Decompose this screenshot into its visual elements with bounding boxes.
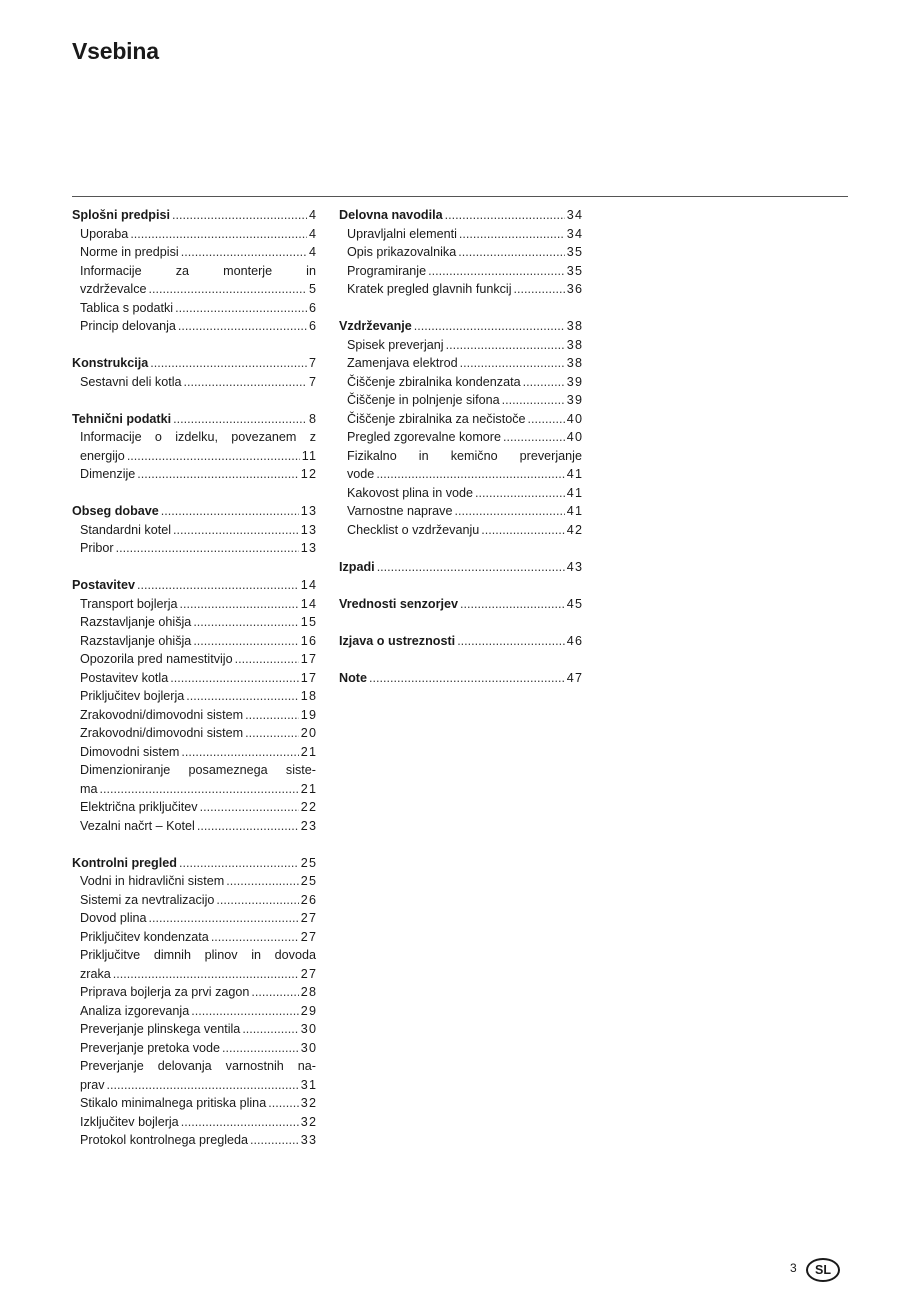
toc-entry-label: Transport bojlerja <box>80 596 178 611</box>
toc-section <box>339 632 582 651</box>
toc-section <box>339 558 582 577</box>
toc-entry-label-line1: Priključitve dimnih plinov in dovoda <box>80 948 316 962</box>
toc-entry[interactable] <box>80 780 316 799</box>
toc-entry-wrapped[interactable] <box>339 447 582 484</box>
toc-page-number: 25 <box>300 874 318 888</box>
toc-page-number: 4 <box>308 245 318 259</box>
toc-page-number: 23 <box>300 818 318 833</box>
toc-entry-label: Električna priključitev <box>80 800 198 814</box>
dot-leader <box>502 391 565 410</box>
toc-entry-label: Vezalni načrt – Kotel <box>80 818 195 833</box>
toc-page-number: 17 <box>300 670 318 685</box>
toc-page-number: 39 <box>566 393 584 407</box>
toc-entry-label: Kakovost plina in vode <box>347 485 474 500</box>
toc-entry[interactable] <box>339 391 582 410</box>
toc-page-number: 46 <box>566 633 584 648</box>
toc-section <box>339 669 582 688</box>
toc-page-number: 20 <box>300 726 318 740</box>
toc-entry-label: Priprava bojlerja za prvi zagon <box>80 985 250 999</box>
toc-entry-label-line1: Informacije o izdelku, povezanem z <box>80 430 316 444</box>
toc-entry-label: Tablica s podatki <box>80 300 174 315</box>
toc-entry-label: Varnostne naprave <box>347 504 453 518</box>
toc-entry-label: vode <box>347 467 375 481</box>
toc-page-number: 13 <box>300 522 318 537</box>
toc-page-number: 15 <box>300 615 318 629</box>
toc-page-number: 41 <box>566 485 584 500</box>
toc-entry[interactable] <box>339 410 582 429</box>
toc-entry-label: Vrednosti senzorjev <box>339 596 458 611</box>
toc-entry-label-line1: Fizikalno in kemično preverjanje <box>347 448 582 463</box>
toc-page-number: 29 <box>300 1003 318 1018</box>
dot-leader <box>170 669 299 688</box>
toc-page-number: 8 <box>308 411 318 426</box>
toc-section-heading[interactable] <box>72 576 316 595</box>
toc-page-number: 47 <box>566 670 584 685</box>
dot-leader <box>457 632 565 651</box>
toc-page-number: 21 <box>300 744 318 759</box>
toc-entry-label: Opozorila pred namestitvijo <box>80 652 233 666</box>
toc-entry-label: Standardni kotel <box>80 522 172 537</box>
dot-leader <box>376 465 564 484</box>
toc-entry-label: Princip delovanja <box>80 319 176 333</box>
dot-leader <box>107 1076 299 1095</box>
toc-entry-wrapped[interactable] <box>72 428 316 465</box>
toc-entry[interactable] <box>339 521 582 540</box>
toc-entry[interactable] <box>72 465 316 484</box>
dot-leader <box>181 243 307 262</box>
toc-page-number: 19 <box>300 707 318 722</box>
toc-page-number: 36 <box>566 282 584 296</box>
toc-entry-label: Delovna navodila <box>339 208 443 222</box>
dot-leader <box>181 1113 299 1132</box>
toc-page-number: 12 <box>300 467 318 481</box>
dot-leader <box>173 521 299 540</box>
toc-entry[interactable] <box>72 928 316 947</box>
toc-entry[interactable] <box>339 428 582 447</box>
toc-entry[interactable] <box>72 613 316 632</box>
toc-page-number: 25 <box>300 855 318 870</box>
toc-section-heading[interactable] <box>72 502 316 521</box>
dot-leader <box>173 410 307 429</box>
dot-leader <box>455 502 565 521</box>
toc-entry[interactable] <box>339 502 582 521</box>
language-badge: SL <box>806 1258 840 1282</box>
toc-page-number: 13 <box>300 504 318 518</box>
toc-entry-label: Analiza izgorevanja <box>80 1003 190 1018</box>
toc-entry-label: Kratek pregled glavnih funkcij <box>347 282 512 296</box>
toc-entry-wrapped[interactable] <box>72 1057 316 1094</box>
toc-page-number: 17 <box>300 652 318 666</box>
toc-page-number: 38 <box>566 337 584 352</box>
toc-entry-label: Preverjanje plinskega ventila <box>80 1022 241 1036</box>
toc-entry-label: Splošni predpisi <box>72 208 170 222</box>
toc-entry[interactable] <box>339 243 582 262</box>
toc-page-number: 27 <box>300 966 318 981</box>
toc-entry-label: Sistemi za nevtralizacijo <box>80 892 215 907</box>
toc-entry-label: Note <box>339 670 367 685</box>
toc-entry[interactable] <box>72 872 316 891</box>
toc-page-number: 43 <box>566 559 584 574</box>
toc-entry-label: Izjava o ustreznosti <box>339 633 456 648</box>
toc-page-number: 5 <box>308 282 318 296</box>
toc-entry-label: Programiranje <box>347 263 427 278</box>
toc-entry-label: energijo <box>80 448 125 463</box>
dot-leader <box>250 1131 299 1150</box>
dot-leader <box>149 280 307 299</box>
toc-entry[interactable] <box>80 280 316 299</box>
toc-page-number: 27 <box>300 929 318 944</box>
toc-entry[interactable] <box>72 539 316 558</box>
dot-leader <box>193 632 298 651</box>
toc-section-heading[interactable] <box>339 632 582 651</box>
toc-entry-label: Obseg dobave <box>72 504 159 518</box>
dot-leader <box>216 891 298 910</box>
toc-page-number: 14 <box>300 578 318 592</box>
dot-leader <box>100 780 299 799</box>
toc-page-number: 35 <box>566 245 584 259</box>
dot-leader <box>459 225 565 244</box>
dot-leader <box>161 502 299 521</box>
toc-entry-label: Vodni in hidravlični sistem <box>80 874 225 888</box>
toc-entry[interactable] <box>347 465 582 484</box>
toc-entry[interactable] <box>80 965 316 984</box>
toc-entry-label: Postavitev kotla <box>80 670 169 685</box>
dot-leader <box>528 410 565 429</box>
toc-section <box>72 576 316 835</box>
toc-entry-label: Pribor <box>80 541 114 555</box>
toc-section-heading[interactable] <box>339 669 582 688</box>
toc-page-number: 16 <box>300 633 318 648</box>
toc-entry[interactable] <box>72 1039 316 1058</box>
toc-entry-label: zraka <box>80 966 111 981</box>
dot-leader <box>178 317 307 336</box>
toc-entry[interactable] <box>72 243 316 262</box>
toc-section-heading[interactable] <box>339 558 582 577</box>
toc-entry-label: Čiščenje zbiralnika za nečistoče <box>347 411 526 426</box>
dot-leader <box>113 965 299 984</box>
dot-leader <box>137 576 299 595</box>
toc-entry[interactable] <box>80 447 316 466</box>
toc-page-number: 28 <box>300 985 318 999</box>
dot-leader <box>523 373 565 392</box>
page-number: 3 <box>790 1261 797 1275</box>
dot-leader <box>211 928 299 947</box>
toc-entry-wrapped[interactable] <box>72 761 316 798</box>
toc-page-number: 7 <box>308 356 318 370</box>
toc-page-number: 45 <box>566 596 584 611</box>
toc-entry-label-line1: Dimenzioniranje posameznega siste- <box>80 763 316 777</box>
toc-entry[interactable] <box>72 798 316 817</box>
dot-leader <box>181 743 298 762</box>
dot-leader <box>481 521 564 540</box>
toc-page-number: 6 <box>308 319 318 333</box>
dot-leader <box>377 558 565 577</box>
toc-entry-label: Protokol kontrolnega pregleda <box>80 1133 249 1147</box>
toc-entry-label: Preverjanje pretoka vode <box>80 1040 221 1055</box>
toc-entry[interactable] <box>72 909 316 928</box>
toc-entry[interactable] <box>72 1113 316 1132</box>
dot-leader <box>179 854 299 873</box>
toc-entry-label: Zrakovodni/dimovodni sistem <box>80 726 244 740</box>
toc-entry[interactable] <box>80 1076 316 1095</box>
toc-entry[interactable] <box>339 336 582 355</box>
toc-entry-label: Čiščenje zbiralnika kondenzata <box>347 374 521 389</box>
toc-entry-label: vzdrževalce <box>80 282 147 296</box>
toc-section <box>339 595 582 614</box>
toc-entry[interactable] <box>72 687 316 706</box>
toc-section-heading[interactable] <box>72 206 316 225</box>
toc-entry-label: Zrakovodni/dimovodni sistem <box>80 707 244 722</box>
toc-entry[interactable] <box>72 595 316 614</box>
toc-entry[interactable] <box>339 484 582 503</box>
toc-entry-label: Norme in predpisi <box>80 245 179 259</box>
toc-entry-label: Stikalo minimalnega pritiska plina <box>80 1096 267 1110</box>
toc-section-heading[interactable] <box>72 854 316 873</box>
dot-leader <box>180 595 299 614</box>
toc-entry-label: Dimenzije <box>80 467 136 481</box>
toc-page-number: 30 <box>300 1040 318 1055</box>
toc-entry-label: Upravljalni elementi <box>347 226 457 241</box>
toc-entry-label: Dimovodni sistem <box>80 744 180 759</box>
toc-page-number: 34 <box>566 226 584 241</box>
toc-entry[interactable] <box>72 891 316 910</box>
toc-entry-wrapped[interactable] <box>72 946 316 983</box>
toc-entry-label-line1: Preverjanje delovanja varnostnih na- <box>80 1059 316 1073</box>
header-divider <box>72 196 848 197</box>
toc-entry[interactable] <box>72 743 316 762</box>
toc-entry[interactable] <box>339 373 582 392</box>
toc-entry[interactable] <box>72 373 316 392</box>
toc-entry-label: Priključitev kondenzata <box>80 929 209 944</box>
toc-entry-label: Konstrukcija <box>72 356 149 370</box>
dot-leader <box>127 447 300 466</box>
toc-entry-label: Tehnični podatki <box>72 411 172 426</box>
page-title: Vsebina <box>72 38 159 64</box>
toc-page-number: 32 <box>300 1114 318 1129</box>
toc-page-number: 38 <box>566 356 584 370</box>
toc-section <box>339 317 582 539</box>
toc-page-number: 42 <box>566 522 584 537</box>
toc-entry-label: Uporaba <box>80 226 129 241</box>
toc-entry[interactable] <box>339 280 582 299</box>
toc-entry-label: Dovod plina <box>80 911 147 925</box>
toc-entry[interactable] <box>72 983 316 1002</box>
toc-page-number: 14 <box>300 596 318 611</box>
toc-entry-label: Kontrolni pregled <box>72 855 177 870</box>
toc-right-column <box>339 206 582 706</box>
dot-leader <box>460 354 565 373</box>
dot-leader <box>137 465 298 484</box>
dot-leader <box>235 650 299 669</box>
toc-page-number: 40 <box>566 430 584 444</box>
toc-page-number: 35 <box>566 263 584 278</box>
toc-page-number: 40 <box>566 411 584 426</box>
dot-leader <box>116 539 299 558</box>
dot-leader <box>197 817 299 836</box>
toc-entry[interactable] <box>72 299 316 318</box>
dot-leader <box>226 872 299 891</box>
toc-entry-label: Zamenjava elektrod <box>347 356 458 370</box>
toc-page-number: 4 <box>308 208 318 222</box>
toc-page-number: 30 <box>300 1022 318 1036</box>
toc-entry-label: Čiščenje in polnjenje sifona <box>347 393 500 407</box>
dot-leader <box>184 373 307 392</box>
toc-left-column <box>72 206 316 1168</box>
toc-entry-label: Postavitev <box>72 578 135 592</box>
toc-section <box>339 206 582 299</box>
toc-entry[interactable] <box>72 1002 316 1021</box>
toc-entry-label: Spisek preverjanj <box>347 337 444 352</box>
toc-entry[interactable] <box>72 1094 316 1113</box>
toc-entry-label: Pregled zgorevalne komore <box>347 430 502 444</box>
toc-page-number: 41 <box>566 467 584 481</box>
toc-entry[interactable] <box>72 632 316 651</box>
toc-entry[interactable] <box>339 262 582 281</box>
toc-entry-wrapped[interactable] <box>72 262 316 299</box>
dot-leader <box>186 687 298 706</box>
dot-leader <box>222 1039 299 1058</box>
dot-leader <box>245 706 299 725</box>
dot-leader <box>268 1094 299 1113</box>
toc-entry-label: Vzdrževanje <box>339 319 412 333</box>
dot-leader <box>193 613 298 632</box>
dot-leader <box>172 206 307 225</box>
toc-entry[interactable] <box>72 225 316 244</box>
toc-section-heading[interactable] <box>72 410 316 429</box>
toc-entry[interactable] <box>72 1131 316 1150</box>
dot-leader <box>460 595 565 614</box>
toc-section-heading[interactable] <box>72 354 316 373</box>
toc-page-number: 7 <box>308 374 318 389</box>
dot-leader <box>251 983 298 1002</box>
dot-leader <box>446 336 565 355</box>
toc-entry[interactable] <box>72 706 316 725</box>
dot-leader <box>445 206 565 225</box>
dot-leader <box>150 354 307 373</box>
dot-leader <box>458 243 565 262</box>
toc-entry[interactable] <box>339 354 582 373</box>
toc-entry[interactable] <box>339 225 582 244</box>
toc-page-number: 38 <box>566 319 584 333</box>
toc-entry-label: Opis prikazovalnika <box>347 245 457 259</box>
toc-page-number: 18 <box>300 689 318 703</box>
toc-entry-label: Izpadi <box>339 559 375 574</box>
toc-entry[interactable] <box>72 521 316 540</box>
dot-leader <box>130 225 307 244</box>
toc-section-heading[interactable] <box>339 317 582 336</box>
dot-leader <box>475 484 565 503</box>
dot-leader <box>149 909 299 928</box>
toc-section <box>72 854 316 1150</box>
dot-leader <box>414 317 565 336</box>
toc-page-number: 13 <box>300 541 318 555</box>
toc-entry-label: Razstavljanje ohišja <box>80 615 192 629</box>
toc-entry-label: Izključitev bojlerja <box>80 1114 179 1129</box>
toc-entry-label: Checklist o vzdrževanju <box>347 522 480 537</box>
toc-entry[interactable] <box>72 650 316 669</box>
toc-page-number: 34 <box>566 208 584 222</box>
dot-leader <box>503 428 565 447</box>
dot-leader <box>245 724 299 743</box>
toc-page-number: 33 <box>300 1133 318 1147</box>
toc-page-number: 31 <box>300 1077 318 1092</box>
toc-entry[interactable] <box>72 724 316 743</box>
dot-leader <box>200 798 299 817</box>
toc-section-heading[interactable] <box>339 595 582 614</box>
dot-leader <box>369 669 565 688</box>
toc-page-number: 27 <box>300 911 318 925</box>
toc-page-number: 26 <box>300 892 318 907</box>
toc-section <box>72 354 316 391</box>
toc-page-number: 22 <box>300 800 318 814</box>
toc-entry-label: Razstavljanje ohišja <box>80 633 192 648</box>
dot-leader <box>242 1020 298 1039</box>
toc-entry[interactable] <box>72 669 316 688</box>
toc-section <box>72 410 316 484</box>
toc-entry-label: ma <box>80 781 98 796</box>
toc-page-number: 6 <box>308 300 318 315</box>
toc-entry-label-line1: Informacije za monterje in <box>80 263 316 278</box>
toc-page-number: 21 <box>300 781 318 796</box>
toc-entry[interactable] <box>72 317 316 336</box>
toc-entry-label: prav <box>80 1077 105 1092</box>
toc-section <box>72 502 316 558</box>
toc-page-number: 11 <box>301 448 318 463</box>
toc-entry-label: Sestavni deli kotla <box>80 374 182 389</box>
toc-page-number: 41 <box>566 504 584 518</box>
dot-leader <box>428 262 565 281</box>
toc-entry[interactable] <box>72 1020 316 1039</box>
toc-entry[interactable] <box>72 817 316 836</box>
toc-section-heading[interactable] <box>339 206 582 225</box>
dot-leader <box>175 299 307 318</box>
toc-section <box>72 206 316 336</box>
dot-leader <box>514 280 565 299</box>
toc-page-number: 4 <box>308 226 318 241</box>
toc-entry-label: Priključitev bojlerja <box>80 689 185 703</box>
dot-leader <box>191 1002 299 1021</box>
toc-page-number: 39 <box>566 374 584 389</box>
toc-page-number: 32 <box>300 1096 318 1110</box>
